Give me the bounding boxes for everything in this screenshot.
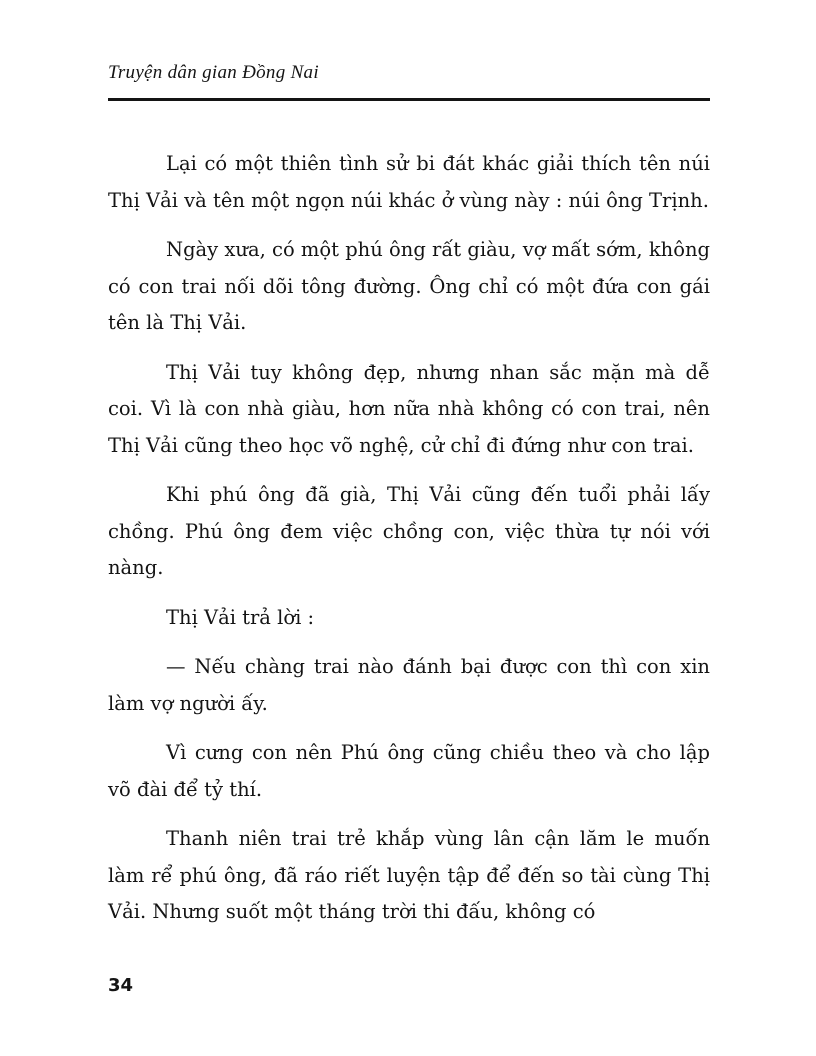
page-number: 34: [108, 975, 134, 996]
paragraph-7: Vì cưng con nên Phú ông cũng chiều theo và cho lập võ đài để tỷ thí.: [108, 741, 710, 801]
paragraph-2: Ngày xưa, có một phú ông rất giàu, vợ mất sớm, không có con trai nối dõi tông đường. Ông chỉ có một đứa con gái tên là Thị Vải.: [108, 238, 710, 334]
paragraph-5: Thị Vải trả lời :: [166, 605, 315, 629]
paragraph-8: Thanh niên trai trẻ khắp vùng lân cận lăm le muốn làm rể phú ông, đã ráo riết luyện tập để đến so tài cùng Thị Vải. Nhưng suốt một tháng trời thi đấu, không có: [108, 827, 710, 923]
paragraph-6: — Nếu chàng trai nào đánh bại được con thì con xin làm vợ người ấy.: [108, 655, 710, 715]
running-header-title: Truyện dân gian Đồng Nai: [108, 62, 319, 83]
paragraph-1: Lại có một thiên tình sử bi đát khác giải thích tên núi Thị Vải và tên một ngọn núi khác ở vùng này : núi ông Trịnh.: [108, 152, 710, 212]
header-divider: [108, 98, 710, 101]
paragraph-3: Thị Vải tuy không đẹp, nhưng nhan sắc mặn mà dễ coi. Vì là con nhà giàu, hơn nữa nhà không có con trai, nên Thị Vải cũng theo học võ nghệ, cử chỉ đi đứng như con trai.: [108, 360, 710, 457]
paragraph-4: Khi phú ông đã già, Thị Vải cũng đến tuổi phải lấy chồng. Phú ông đem việc chồng con, việc thừa tự nói với nàng.: [108, 483, 710, 579]
page-body: [108, 146, 710, 944]
